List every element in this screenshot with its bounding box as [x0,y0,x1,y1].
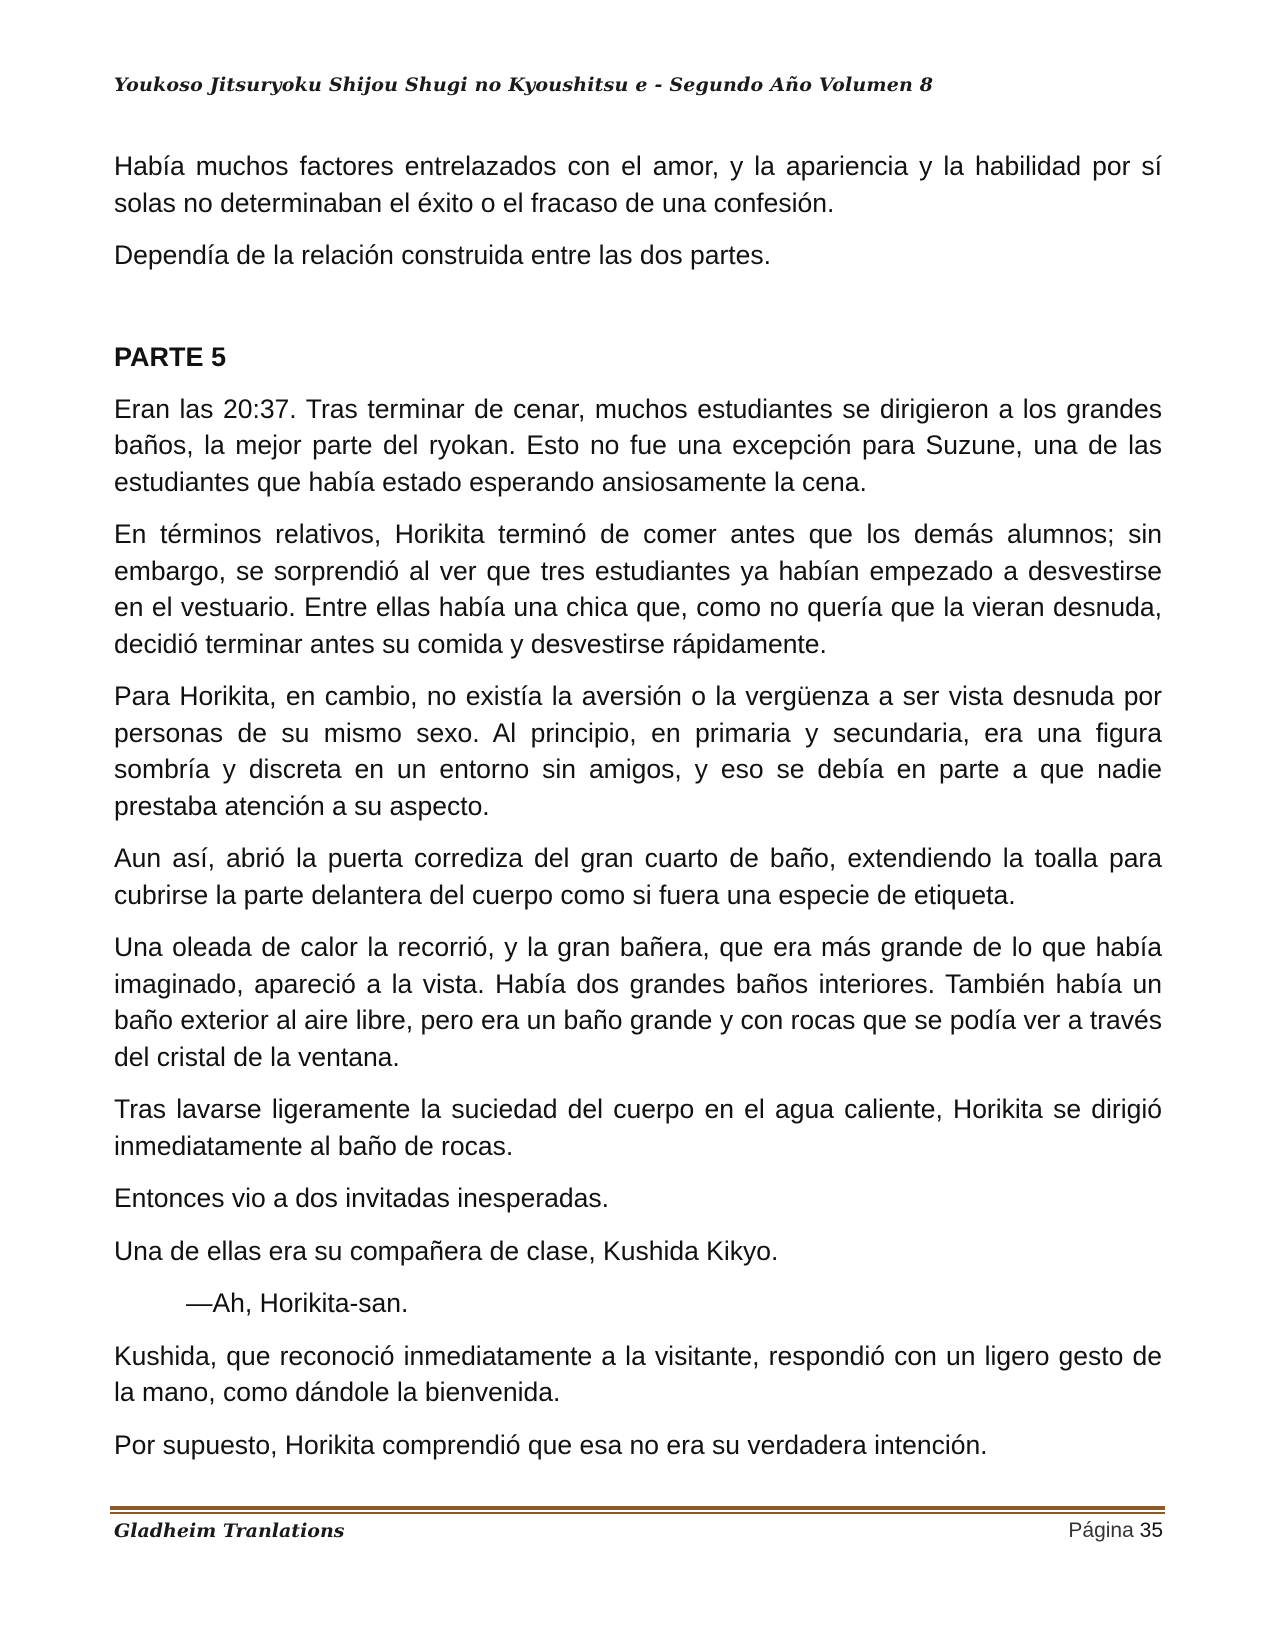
footer-rule-thick [110,1506,1165,1510]
paragraph: Había muchos factores entrelazados con el amor, y la apariencia y la habilidad por sí solas no determinaban el éxito o el fracaso de una confesión. [114,151,1162,218]
section-heading: PARTE 5 [114,341,227,372]
paragraph: Tras lavarse ligeramente la suciedad del cuerpo en el agua caliente, Horikita se dirigió inmediatamente al baño de rocas. [114,1094,1162,1161]
paragraph: Una de ellas era su compañera de clase, Kushida Kikyo. [114,1235,779,1266]
page-body [114,148,1162,1479]
paragraph: Para Horikita, en cambio, no existía la aversión o la vergüenza a ser vista desnuda por personas de su mismo sexo. Al principio, en primaria y secundaria, era una figura sombría y discreta en un entorno sin amigos, y eso se debía en parte a que nadie prestaba atención a su aspecto. [114,681,1162,821]
page-number: 35 [1139,1519,1163,1542]
running-header: Youkoso Jitsuryoku Shijou Shugi no Kyoushitsu e - Segundo Año Volumen 8 [114,74,934,96]
dialogue-line: —Ah, Horikita-san. [186,1288,409,1318]
paragraph: Dependía de la relación construida entre las dos partes. [114,240,772,270]
paragraph: Entonces vio a dos invitadas inesperadas. [114,1183,609,1213]
paragraph: Por supuesto, Horikita comprendió que esa no era su verdadera intención. [114,1429,988,1460]
paragraph: Kushida, que reconoció inmediatamente a la visitante, respondió con un ligero gesto de la mano, como dándole la bienvenida. [114,1340,1162,1407]
paragraph: Eran las 20:37. Tras terminar de cenar, muchos estudiantes se dirigieron a los grandes baños, la mejor parte del ryokan. Esto no fue una excepción para Suzune, una de las estudiantes que había estado esperando ansiosamente la cena. [114,393,1162,497]
page-label: Página [1068,1519,1134,1542]
page-number-block [1068,1519,1163,1543]
paragraph: Aun así, abrió la puerta corrediza del gran cuarto de baño, extendiendo la toalla para cubrirse la parte delantera del cuerpo como si fuera una especie de etiqueta. [114,843,1162,910]
footer-credit: Gladheim Tranlations [114,1520,345,1542]
paragraph: En términos relativos, Horikita terminó de comer antes que los demás alumnos; sin embargo, se sorprendió al ver que tres estudiantes ya habían empezado a desvestirse en el vestuario. Entre ellas había una chica que, como no quería que la vieran desnuda, decidió terminar antes su comida y desvestirse rápidamente. [114,519,1162,659]
footer-rule-thin [110,1512,1165,1514]
paragraph: Una oleada de calor la recorrió, y la gran bañera, que era más grande de lo que había imaginado, apareció a la vista. Había dos grandes baños interiores. También había un baño exterior al aire libre, pero era un baño grande y con rocas que se podía ver a través del cristal de la ventana. [114,932,1162,1072]
